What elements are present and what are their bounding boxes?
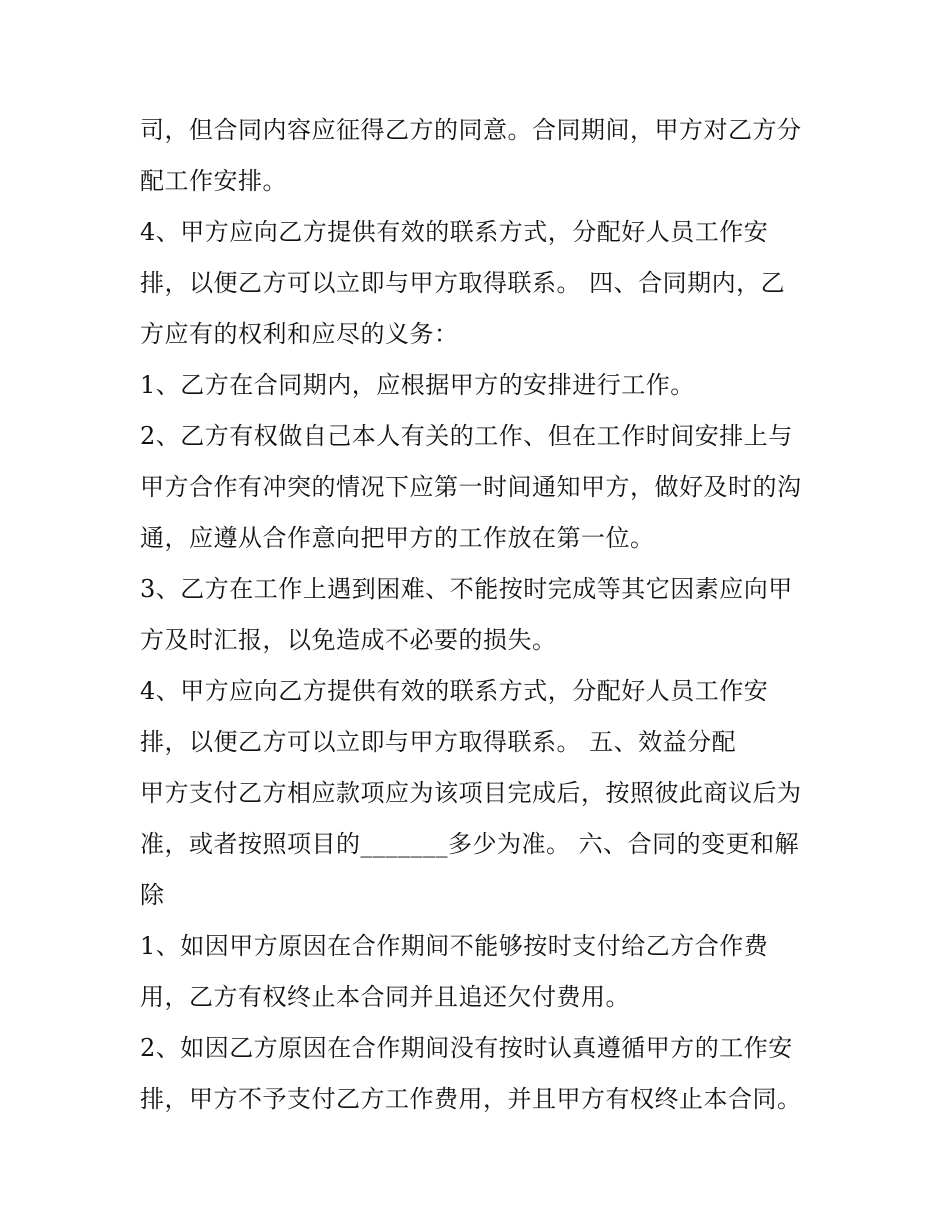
document-body: [140, 105, 830, 1125]
text-line-9: 通，应遵从合作意向把甲方的工作放在第一位。: [140, 524, 655, 552]
text-line-18: 用，乙方有权终止本合同并且追还欠付费用。: [140, 983, 630, 1011]
text-line-10: 3、乙方在工作上遇到困难、不能按时完成等其它因素应向甲: [140, 575, 793, 603]
text-line-6: 1、乙方在合同期内，应根据甲方的安排进行工作。: [140, 371, 695, 399]
text-line-1: 司，但合同内容应征得乙方的同意。合同期间，甲方对乙方分: [140, 116, 802, 144]
text-line-3: 4、甲方应向乙方提供有效的联系方式，分配好人员工作安: [140, 218, 769, 246]
text-line-8: 甲方合作有冲突的情况下应第一时间通知甲方，做好及时的沟: [140, 473, 802, 501]
text-line-13: 排，以便乙方可以立即与甲方取得联系。 五、效益分配: [140, 728, 737, 756]
text-line-4: 排，以便乙方可以立即与甲方取得联系。 四、合同期内，乙: [140, 269, 786, 297]
text-line-17: 1、如因甲方原因在合作期间不能够按时支付给乙方合作费: [140, 932, 769, 960]
text-line-19: 2、如因乙方原因在合作期间没有按时认真遵循甲方的工作安: [140, 1034, 793, 1062]
text-line-12: 4、甲方应向乙方提供有效的联系方式，分配好人员工作安: [140, 677, 769, 705]
text-line-15: 准，或者按照项目的_______多少为准。 六、合同的变更和解: [140, 830, 800, 858]
text-line-5: 方应有的权利和应尽的义务：: [140, 320, 459, 348]
text-line-2: 配工作安排。: [140, 167, 287, 195]
text-line-7: 2、乙方有权做自己本人有关的工作、但在工作时间安排上与: [140, 422, 793, 450]
text-line-16: 除: [140, 881, 165, 909]
text-line-20: 排，甲方不予支付乙方工作费用，并且甲方有权终止本合同。: [140, 1085, 802, 1113]
text-line-14: 甲方支付乙方相应款项应为该项目完成后，按照彼此商议后为: [140, 779, 802, 807]
text-line-11: 方及时汇报，以免造成不必要的损失。: [140, 626, 557, 654]
